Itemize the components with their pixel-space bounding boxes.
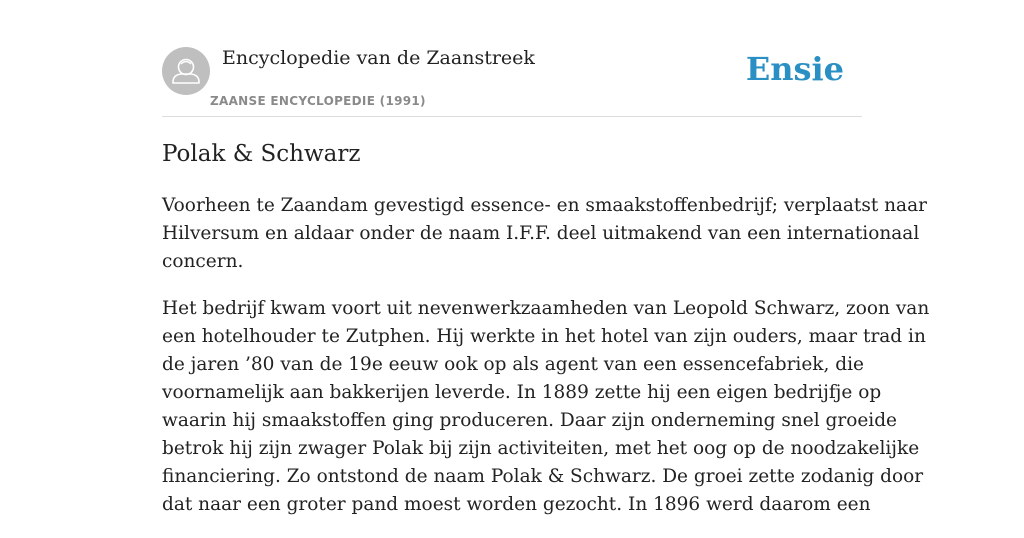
ensie-logo[interactable]: Ensie [745,50,844,88]
paragraph-line: voornamelijk aan bakkerijen leverde. In 1889 zette hij een eigen bedrijfje op [162,382,882,403]
paragraph-line: betrok hij zijn zwager Polak bij zijn activiteiten, met het oog op de noodzakelijke [162,438,920,459]
paragraph-line: financiering. Zo ontstond de naam Polak & Schwarz. De groei zette zodanig door [162,466,924,487]
paragraph-line: waarin hij smaakstoffen ging produceren. Daar zijn onderneming snel groeide [162,410,898,431]
paragraph-line: Voorheen te Zaandam gevestigd essence- en smaakstoffenbedrijf; verplaatst naar [162,195,927,216]
user-outline-icon [162,47,210,95]
source-title[interactable]: Encyclopedie van de Zaanstreek [222,47,535,69]
article-body [162,192,930,538]
paragraph-line: een hotelhouder te Zutphen. Hij werkte in het hotel van zijn ouders, maar trad in [162,326,926,347]
paragraph-line: Het bedrijf kwam voort uit nevenwerkzaamheden van Leopold Schwarz, zoon van [162,298,930,319]
paragraph-1 [162,192,927,276]
avatar [162,47,210,95]
paragraph-2 [162,295,930,519]
page-container [162,0,930,515]
article-title: Polak & Schwarz [162,141,361,167]
paragraph-line: Hilversum en aldaar onder de naam I.F.F. deel uitmakend van een internationaal [162,223,920,244]
paragraph-line: de jaren ’80 van de 19e eeuw ook op als agent van een essencefabriek, die [162,354,864,375]
source-header [162,0,862,117]
source-subtitle[interactable]: ZAANSE ENCYCLOPEDIE (1991) [210,94,426,108]
paragraph-line: dat naar een groter pand moest worden gezocht. In 1896 werd daarom een [162,494,871,515]
paragraph-line: concern. [162,251,244,272]
